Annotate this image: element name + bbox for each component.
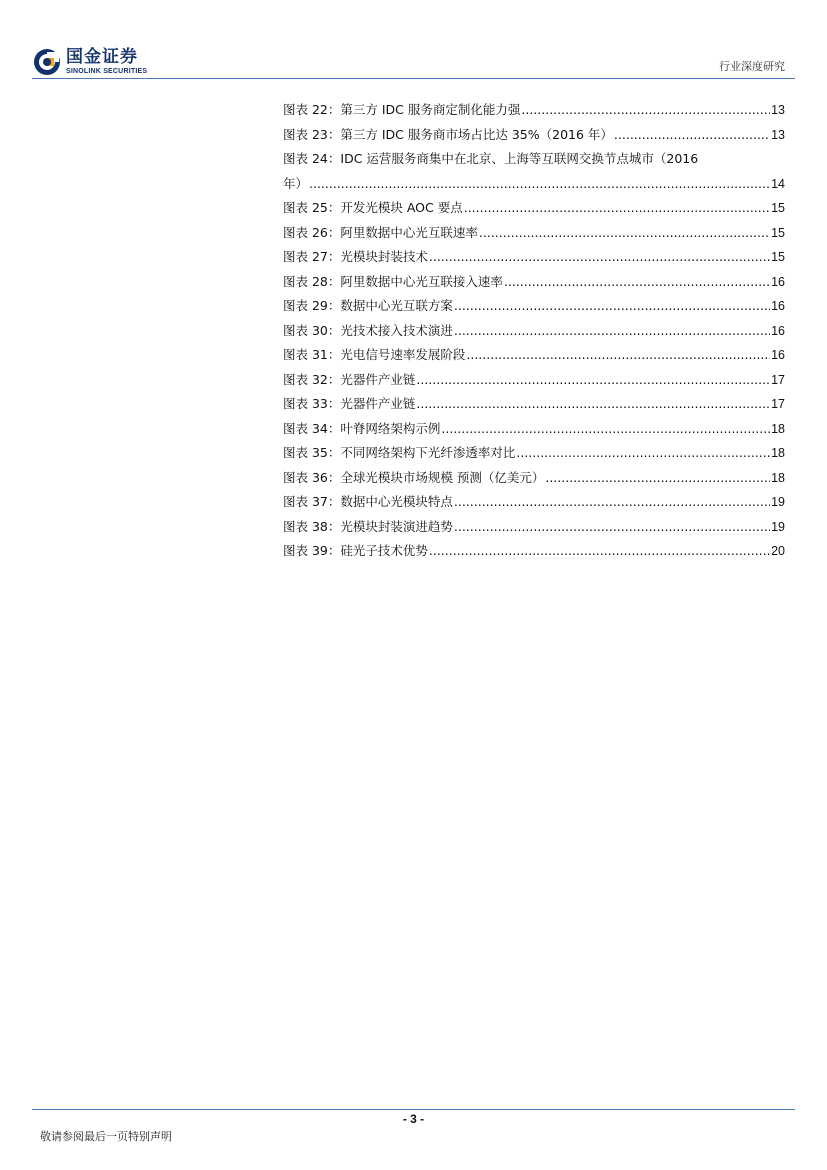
toc-leader-dots — [416, 396, 770, 411]
toc-entry-page: 16 — [771, 274, 785, 289]
header-divider — [32, 78, 795, 79]
toc-entry-label: 图表 26：阿里数据中心光互联速率 — [283, 224, 478, 240]
toc-entry-page: 19 — [771, 495, 785, 509]
toc-entry-label: 图表 33：光器件产业链 — [283, 396, 416, 411]
toc-entry-page: 18 — [771, 446, 785, 460]
toc-entry-label: 图表 39：硅光子技术优势 — [283, 543, 428, 558]
page-header — [0, 0, 827, 80]
toc-entry[interactable] — [283, 394, 785, 419]
toc-entry[interactable] — [283, 443, 785, 468]
toc-leader-dots — [464, 200, 770, 215]
toc-entry-label: 图表 25：开发光模块 AOC 要点 — [283, 200, 463, 215]
toc-leader-dots — [429, 249, 770, 264]
toc-entry-label: 图表 32：光器件产业链 — [283, 371, 416, 387]
toc-entry-label: 图表 35：不同网络架构下光纤渗透率对比 — [283, 445, 516, 460]
logo-chinese-name: 国金证券 — [66, 47, 138, 67]
toc-entry[interactable] — [283, 125, 785, 150]
toc-leader-dots — [516, 445, 770, 460]
toc-entry-label: 图表 28：阿里数据中心光互联接入速率 — [283, 273, 503, 289]
toc-entry-label: 图表 27：光模块封装技术 — [283, 249, 428, 264]
toc-entry[interactable] — [283, 321, 785, 346]
toc-entry-page: 13 — [771, 103, 785, 117]
toc-entry-page: 16 — [771, 348, 785, 362]
footer-divider — [32, 1109, 795, 1110]
toc-entry-page: 13 — [771, 127, 785, 142]
toc-entry[interactable] — [283, 223, 785, 248]
report-type-label: 行业深度研究 — [719, 60, 785, 73]
toc-entry-label: 图表 23：第三方 IDC 服务商市场占比达 35%（2016 年） — [283, 126, 613, 142]
toc-entry[interactable] — [283, 345, 785, 370]
toc-entry[interactable] — [283, 296, 785, 321]
toc-entry[interactable] — [283, 198, 785, 223]
toc-entry-page: 20 — [771, 544, 785, 558]
toc-entry-label: 图表 30：光技术接入技术演进 — [283, 322, 453, 338]
toc-entry-label: 图表 36：全球光模块市场规模 预测（亿美元） — [283, 469, 545, 485]
toc-entry-label: 图表 31：光电信号速率发展阶段 — [283, 347, 466, 362]
toc-entry-label: 图表 24：IDC 运营服务商集中在北京、上海等互联网交换节点城市（2016 — [283, 151, 699, 166]
logo-english-name: SINOLINK SECURITIES — [66, 68, 148, 75]
toc-leader-dots — [479, 225, 770, 240]
toc-leader-dots — [545, 470, 770, 485]
toc-entry[interactable] — [283, 247, 785, 272]
toc-entry[interactable] — [283, 419, 785, 444]
toc-entry-page: 15 — [771, 225, 785, 240]
toc-leader-dots — [454, 519, 770, 534]
table-of-figures — [283, 100, 785, 566]
toc-entry[interactable] — [283, 100, 785, 125]
toc-leader-dots — [504, 274, 770, 289]
toc-entry[interactable] — [283, 149, 785, 198]
toc-entry[interactable] — [283, 541, 785, 566]
toc-entry[interactable] — [283, 370, 785, 395]
disclaimer-note: 敬请参阅最后一页特别声明 — [40, 1130, 172, 1143]
toc-entry-page: 16 — [771, 323, 785, 338]
toc-entry-page: 17 — [771, 372, 785, 387]
toc-entry-label-continued: 年） — [283, 175, 309, 191]
toc-entry-label: 图表 38：光模块封装演进趋势 — [283, 518, 453, 534]
toc-entry-page: 18 — [771, 470, 785, 485]
sinolink-logo-icon — [33, 48, 61, 76]
toc-entry-page: 19 — [771, 519, 785, 534]
toc-leader-dots — [466, 347, 770, 362]
toc-entry[interactable] — [283, 492, 785, 517]
sinolink-logo — [33, 47, 147, 77]
toc-entry-page: 14 — [771, 176, 785, 191]
toc-entry-label: 图表 37：数据中心光模块特点 — [283, 494, 453, 509]
toc-entry[interactable] — [283, 517, 785, 542]
toc-entry-page: 15 — [771, 250, 785, 264]
toc-leader-dots — [521, 102, 770, 117]
toc-leader-dots — [416, 372, 770, 387]
toc-leader-dots — [454, 298, 770, 313]
toc-entry[interactable] — [283, 468, 785, 493]
page-number: - 3 - — [402, 1112, 425, 1126]
toc-entry-label: 图表 22：第三方 IDC 服务商定制化能力强 — [283, 102, 521, 117]
toc-entry-page: 16 — [771, 299, 785, 313]
toc-entry-label: 图表 29：数据中心光互联方案 — [283, 298, 453, 313]
toc-leader-dots — [454, 323, 770, 338]
toc-entry-page: 17 — [771, 397, 785, 411]
toc-entry-page: 15 — [771, 201, 785, 215]
toc-leader-dots — [441, 421, 770, 436]
toc-leader-dots — [429, 543, 770, 558]
toc-entry-label: 图表 34：叶脊网络架构示例 — [283, 420, 441, 436]
toc-entry-page: 18 — [771, 421, 785, 436]
toc-leader-dots — [454, 494, 770, 509]
toc-leader-dots — [614, 127, 770, 142]
toc-leader-dots — [309, 176, 770, 191]
toc-entry[interactable] — [283, 272, 785, 297]
